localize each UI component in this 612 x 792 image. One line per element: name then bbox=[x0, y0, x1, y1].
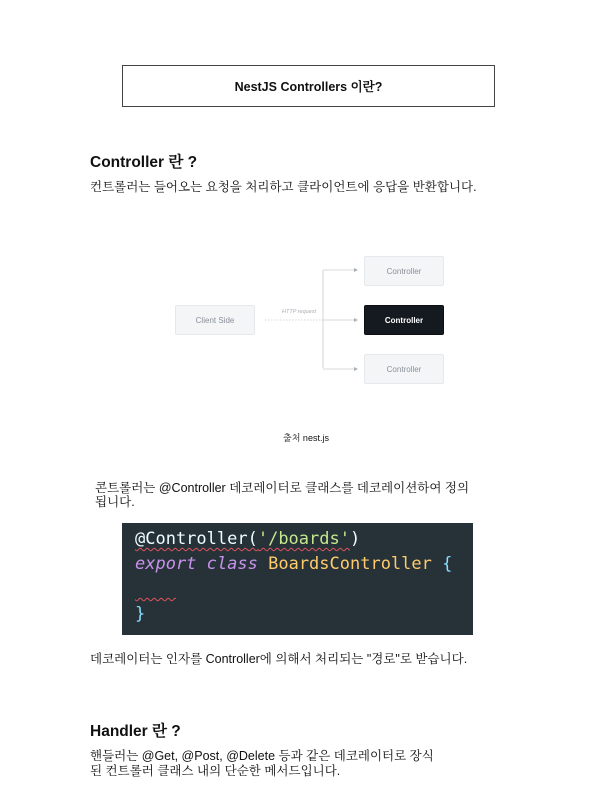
controller-box-3-label: Controller bbox=[386, 364, 422, 374]
code-line-1 bbox=[135, 529, 360, 549]
code-paren-close: ) bbox=[349, 529, 361, 549]
controller-diagram bbox=[170, 250, 460, 395]
code-line-2 bbox=[135, 554, 452, 574]
controller-box-2 bbox=[364, 305, 444, 335]
para-controller-decorator-line2: 됩니다. bbox=[95, 495, 135, 509]
code-class-name: BoardsController bbox=[268, 554, 432, 574]
handler-desc-line2: 된 컨트롤러 클래스 내의 단순한 메서드입니다. bbox=[90, 764, 341, 778]
code-paren-open: ( bbox=[247, 529, 258, 549]
code-line-4 bbox=[135, 604, 145, 624]
document-title bbox=[122, 65, 495, 107]
para-decorator-path: 데코레이터는 인자를 Controller에 의해서 처리되는 "경로"로 받습니다. bbox=[90, 652, 468, 666]
handler-heading: Handler 란 ? bbox=[90, 723, 181, 740]
controller-box-2-label: Controller bbox=[384, 315, 424, 325]
code-block bbox=[122, 523, 473, 635]
code-kw-class: class bbox=[206, 554, 258, 574]
code-line-3 bbox=[135, 579, 176, 599]
code-string: '/boards' bbox=[257, 529, 350, 549]
document-title-text: NestJS Controllers 이란? bbox=[234, 80, 383, 94]
code-brace-open: { bbox=[442, 554, 453, 574]
handler-desc-line1: 핸들러는 @Get, @Post, @Delete 등과 같은 데코레이터로 장식 bbox=[90, 749, 434, 763]
code-decorator: @Controller bbox=[135, 529, 248, 549]
para-controller-decorator-line1: 콘트롤러는 @Controller 데코레이터로 클래스를 데코레이션하여 정의 bbox=[95, 481, 470, 495]
controller-box-3 bbox=[364, 354, 444, 384]
diagram-caption: 출처 nest.js bbox=[283, 433, 329, 443]
code-kw-export: export bbox=[135, 554, 197, 574]
controller-box-1-label: Controller bbox=[386, 266, 422, 276]
controller-intro: 컨트롤러는 들어오는 요청을 처리하고 클라이언트에 응답을 반환합니다. bbox=[90, 180, 477, 194]
client-side-box bbox=[175, 305, 255, 335]
code-brace-close: } bbox=[135, 604, 146, 624]
controller-box-1 bbox=[364, 256, 444, 286]
http-request-label: HTTP request bbox=[282, 309, 317, 315]
controller-heading: Controller 란 ? bbox=[90, 154, 198, 171]
client-side-label: Client Side bbox=[195, 315, 235, 325]
